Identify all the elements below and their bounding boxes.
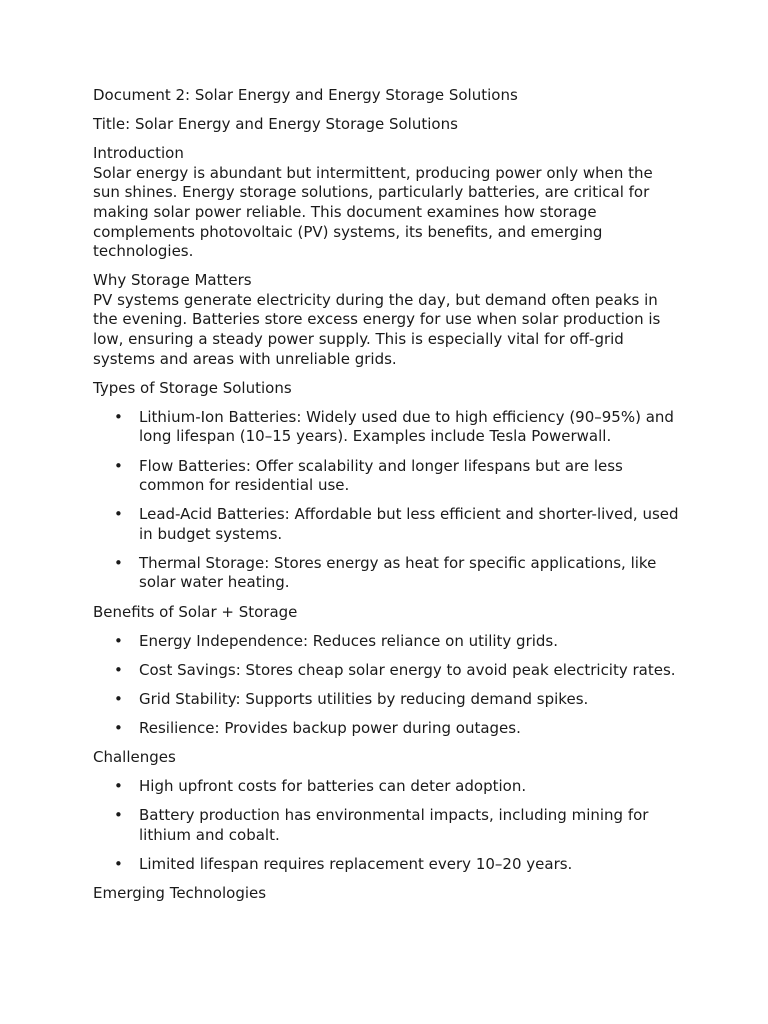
benefits-list bbox=[93, 632, 683, 739]
types-heading: Types of Storage Solutions bbox=[93, 378, 292, 397]
list-item-text: Thermal Storage: Stores energy as heat for specific applications, like solar water heating. bbox=[139, 553, 657, 592]
list-item-text: Lithium-Ion Batteries: Widely used due to high efficiency (90–95%) and long lifespan (10–15 years). Examples include Tesla Powerwall. bbox=[139, 407, 674, 446]
emerging-heading: Emerging Technologies bbox=[93, 884, 267, 902]
list-item-text: Resilience: Provides backup power during outages. bbox=[139, 718, 521, 737]
bullet-icon: • bbox=[114, 806, 123, 825]
bullet-icon: • bbox=[114, 505, 123, 524]
bullet-icon: • bbox=[114, 718, 123, 737]
list-item-text: Cost Savings: Stores cheap solar energy to avoid peak electricity rates. bbox=[139, 660, 676, 679]
bullet-icon: • bbox=[114, 777, 123, 796]
document-title: Title: Solar Energy and Energy Storage Solutions bbox=[93, 115, 458, 134]
bullet-icon: • bbox=[114, 854, 123, 873]
why-storage-body: PV systems generate electricity during the day, but demand often peaks in the evening. Batteries store excess energy for use when solar production is low, ensuring a steady power supply. This is especially vital for off-grid systems and areas with unreliable grids. bbox=[93, 290, 661, 368]
document-page bbox=[93, 86, 683, 913]
list-item bbox=[93, 719, 683, 739]
list-item bbox=[93, 632, 683, 652]
benefits-heading: Benefits of Solar + Storage bbox=[93, 602, 298, 621]
why-storage-heading: Why Storage Matters bbox=[93, 271, 252, 290]
list-item bbox=[93, 855, 683, 875]
bullet-icon: • bbox=[114, 456, 123, 475]
list-item bbox=[93, 806, 683, 845]
list-item-text: Limited lifespan requires replacement every 10–20 years. bbox=[139, 854, 573, 873]
list-item-text: Energy Independence: Reduces reliance on utility grids. bbox=[139, 631, 559, 650]
list-item-text: Grid Stability: Supports utilities by reducing demand spikes. bbox=[139, 689, 589, 708]
list-item bbox=[93, 777, 683, 797]
list-item-text: Battery production has environmental impacts, including mining for lithium and cobalt. bbox=[139, 806, 649, 844]
list-item bbox=[93, 505, 683, 544]
list-item bbox=[93, 661, 683, 681]
bullet-icon: • bbox=[114, 689, 123, 708]
why-storage-section bbox=[93, 271, 683, 369]
bullet-icon: • bbox=[114, 631, 123, 650]
list-item-text: High upfront costs for batteries can deter adoption. bbox=[139, 777, 527, 796]
introduction-body: Solar energy is abundant but intermittent, producing power only when the sun shines. Energy storage solutions, particularly batteries, are critical for making solar power reliable. This document examines how storage complements photovoltaic (PV) systems, its benefits, and emerging technologies. bbox=[93, 163, 653, 261]
bullet-icon: • bbox=[114, 553, 123, 572]
document-heading: Document 2: Solar Energy and Energy Storage Solutions bbox=[93, 86, 518, 104]
bullet-icon: • bbox=[114, 660, 123, 679]
challenges-list bbox=[93, 777, 683, 874]
introduction-section bbox=[93, 144, 683, 262]
list-item bbox=[93, 408, 683, 447]
list-item bbox=[93, 457, 683, 496]
types-list bbox=[93, 408, 683, 593]
bullet-icon: • bbox=[114, 407, 123, 426]
introduction-heading: Introduction bbox=[93, 144, 184, 163]
list-item-text: Flow Batteries: Offer scalability and longer lifespans but are less common for residential use. bbox=[139, 456, 623, 495]
list-item bbox=[93, 690, 683, 710]
list-item bbox=[93, 554, 683, 593]
challenges-heading: Challenges bbox=[93, 748, 176, 767]
list-item-text: Lead-Acid Batteries: Affordable but less efficient and shorter-lived, used in budget systems. bbox=[139, 505, 679, 543]
